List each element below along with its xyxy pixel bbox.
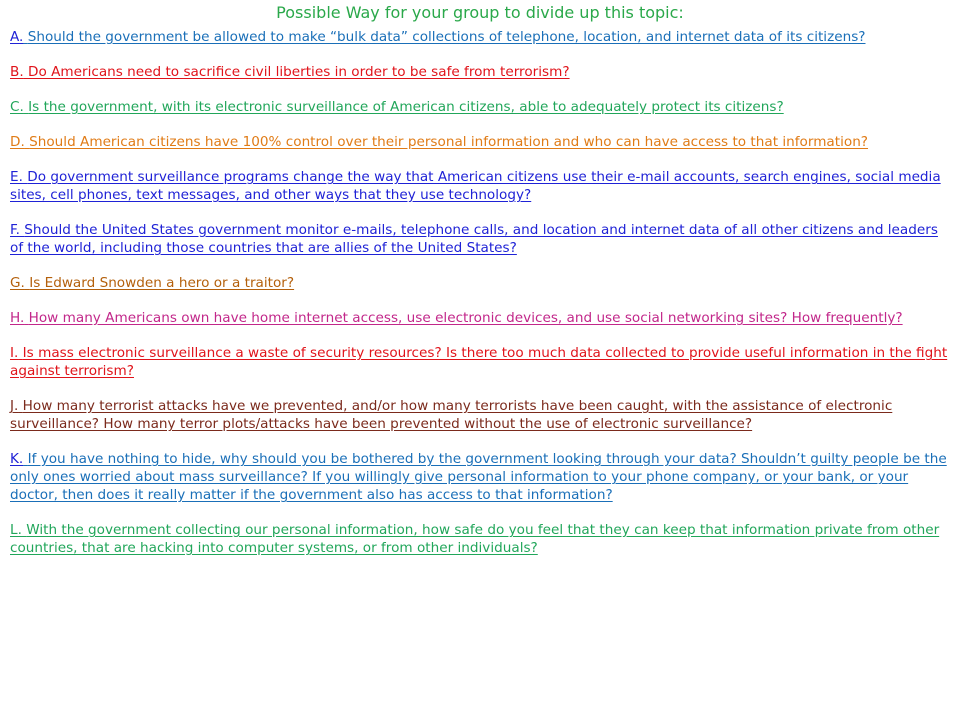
topic-link-d[interactable]	[10, 133, 950, 151]
topic-text: If you have nothing to hide, why should you be bothered by the government looking through your data? Shouldn’t guilty people be the only ones worried about mass surveillance? If you willingly give personal information to your phone company, or your bank, or your doctor, then does it really matter if the government also has access to that information?	[10, 451, 947, 503]
topic-link-j[interactable]	[10, 397, 950, 433]
topic-link-k[interactable]	[10, 450, 950, 504]
topic-letter: H.	[10, 310, 25, 326]
topic-letter: D.	[10, 134, 25, 150]
topic-text: How many terrorist attacks have we prevented, and/or how many terrorists have been caught, with the assistance of electronic surveillance? How many terror plots/attacks have been prevented without the use of electronic surveillance?	[10, 398, 893, 432]
topic-link-g[interactable]	[10, 274, 950, 292]
topic-letter: B.	[10, 64, 24, 80]
topic-letter: A.	[10, 29, 24, 45]
topic-letter: I.	[10, 345, 19, 361]
topic-text: Should the United States government monitor e-mails, telephone calls, and location and internet data of all other citizens and leaders of the world, including those countries that are allies of the United States?	[10, 222, 938, 256]
topic-link-f[interactable]	[10, 221, 950, 257]
topic-text: Should American citizens have 100% control over their personal information and who can have access to that information?	[29, 134, 869, 150]
topic-letter: C.	[10, 99, 24, 115]
topic-text: Should the government be allowed to make “bulk data” collections of telephone, location, and internet data of its citizens?	[27, 29, 866, 45]
topic-link-b[interactable]	[10, 63, 950, 81]
topic-text: Is the government, with its electronic surveillance of American citizens, able to adequately protect its citizens?	[28, 99, 784, 115]
topic-text: Do government surveillance programs change the way that American citizens use their e-mail accounts, search engines, social media sites, cell phones, text messages, and other ways that they use technology?	[10, 169, 941, 203]
topic-link-e[interactable]	[10, 168, 950, 204]
topic-link-c[interactable]	[10, 98, 950, 116]
topic-letter: E.	[10, 169, 23, 185]
topic-text: Do Americans need to sacrifice civil liberties in order to be safe from terrorism?	[27, 64, 570, 80]
topic-text: Is Edward Snowden a hero or a traitor?	[29, 275, 295, 291]
topic-link-a[interactable]	[10, 28, 950, 46]
topic-letter: J.	[10, 398, 19, 414]
topic-list	[10, 28, 950, 574]
topic-letter: L.	[10, 522, 22, 538]
topic-text: With the government collecting our personal information, how safe do you feel that they can keep that information private from other countries, that are hacking into computer systems, or from other individuals?	[10, 522, 940, 556]
topic-link-l[interactable]	[10, 521, 950, 557]
topic-link-h[interactable]	[10, 309, 950, 327]
topic-link-i[interactable]	[10, 344, 950, 380]
page-title: Possible Way for your group to divide up this topic:	[276, 3, 684, 22]
topic-letter: G.	[10, 275, 25, 291]
topic-letter: K.	[10, 451, 24, 467]
topic-letter: F.	[10, 222, 20, 238]
topic-text: Is mass electronic surveillance a waste of security resources? Is there too much data collected to provide useful information in the fight against terrorism?	[10, 345, 948, 379]
topic-text: How many Americans own have home internet access, use electronic devices, and use social networking sites? How frequently?	[28, 310, 903, 326]
